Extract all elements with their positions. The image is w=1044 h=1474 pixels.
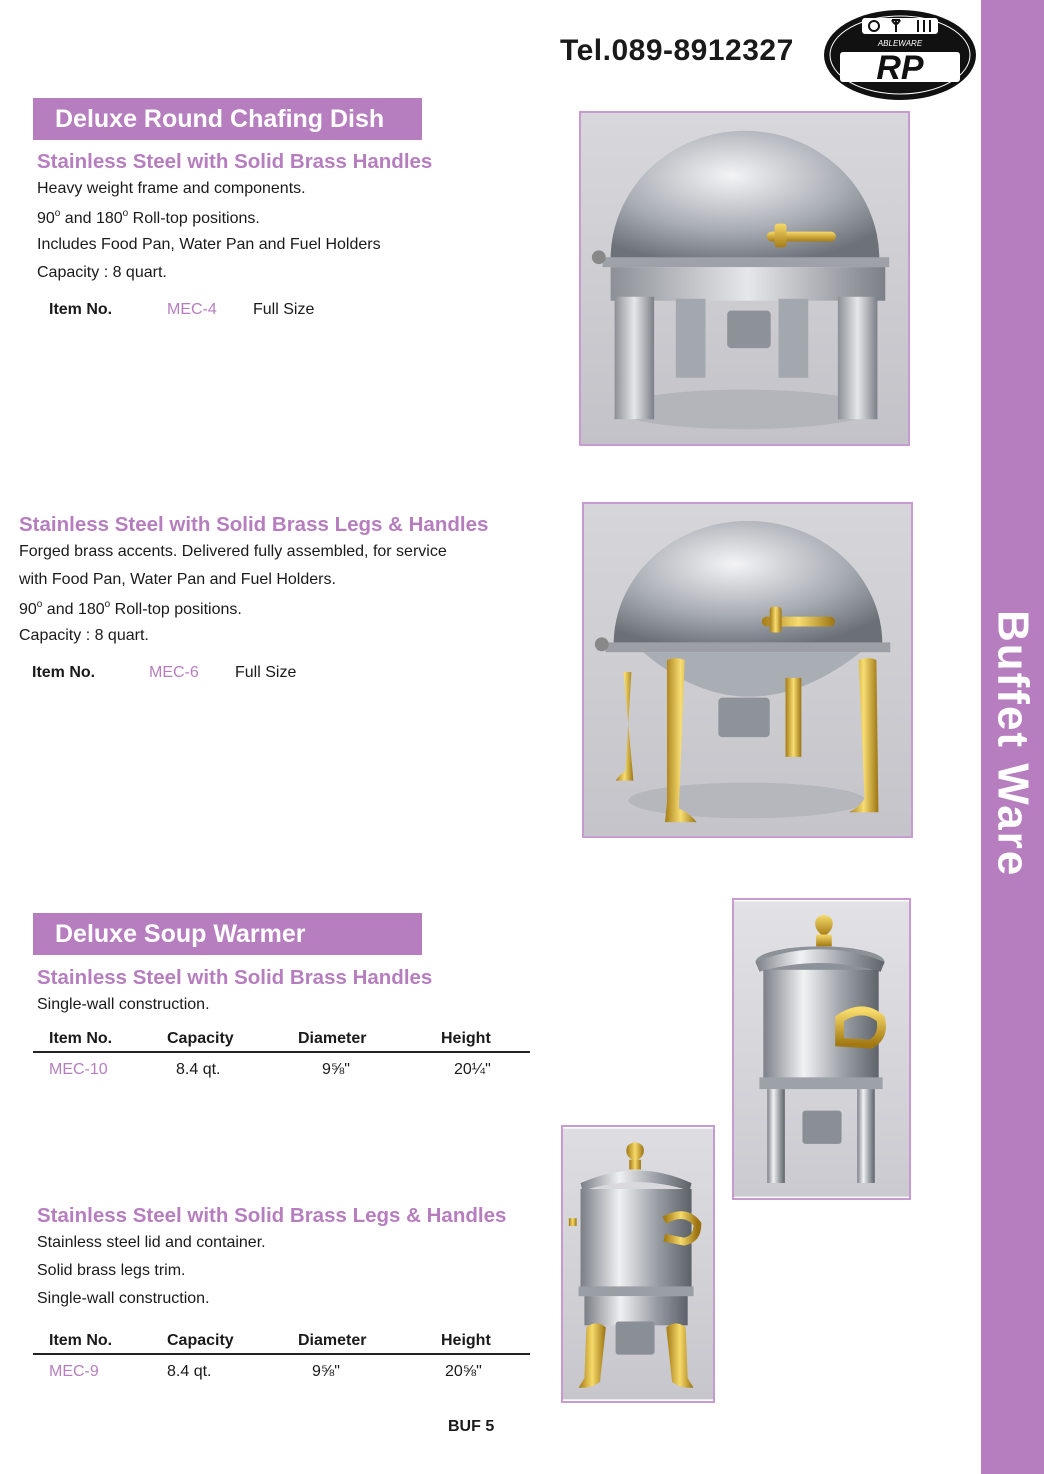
logo-subtext: ABLEWARE [877, 39, 923, 48]
table-header: Diameter [298, 1332, 367, 1349]
brand-logo [822, 8, 978, 102]
product-photo-mec-9 [561, 1125, 715, 1403]
item-label: Item No. [49, 301, 113, 318]
section-banner-chafing: Deluxe Round Chafing Dish [33, 98, 422, 140]
product-desc-line: Capacity : 8 quart. [19, 627, 149, 644]
section-banner-soup: Deluxe Soup Warmer [33, 913, 422, 955]
logo-text: RP [876, 49, 924, 87]
product-desc-line: Single-wall construction. [37, 1290, 210, 1307]
product-photo-mec-6 [582, 502, 913, 838]
table-header: Capacity [167, 1332, 234, 1349]
product-photo-mec-10 [732, 898, 911, 1200]
product-desc-line: Solid brass legs trim. [37, 1262, 186, 1279]
product-rolltop-line: 90$^o$ and 180$^o$ Roll-top positions. [37, 208, 260, 227]
table-header: Item No. [49, 1332, 113, 1349]
product-desc-line: Single-wall construction. [37, 996, 210, 1013]
product-subtitle: Stainless Steel with Solid Brass Handles [37, 150, 433, 173]
product-desc-line: with Food Pan, Water Pan and Fuel Holders. [19, 571, 336, 588]
table-cell-diameter: 9⅝" [322, 1061, 350, 1078]
table-rule [33, 1353, 530, 1355]
table-cell-item: MEC-10 [49, 1061, 108, 1078]
item-label: Item No. [32, 664, 96, 681]
product-rolltop-line: 90$^o$ and 180$^o$ Roll-top positions. [19, 599, 242, 618]
product-photo-mec-4 [579, 111, 910, 446]
table-cell-diameter: 9⅝" [312, 1363, 340, 1380]
product-desc-line: Stainless steel lid and container. [37, 1234, 266, 1251]
item-size: Full Size [253, 301, 315, 318]
product-desc-line: Heavy weight frame and components. [37, 180, 306, 197]
phone-number: Tel.089-8912327 [560, 34, 794, 67]
table-header: Diameter [298, 1030, 367, 1047]
product-subtitle: Stainless Steel with Solid Brass Legs & Handles [37, 1204, 507, 1227]
table-cell-capacity: 8.4 qt. [176, 1061, 221, 1078]
table-header: Item No. [49, 1030, 113, 1047]
item-code: MEC-4 [167, 301, 217, 318]
sidebar-title: Buffet Ware [988, 610, 1038, 878]
table-header: Capacity [167, 1030, 234, 1047]
table-rule [33, 1051, 530, 1053]
product-desc-line: Capacity : 8 quart. [37, 264, 167, 281]
product-desc-line: Forged brass accents. Delivered fully assembled, for service [19, 543, 447, 560]
page-number: BUF 5 [448, 1418, 495, 1435]
table-cell-capacity: 8.4 qt. [167, 1363, 212, 1380]
product-desc-line: Includes Food Pan, Water Pan and Fuel Holders [37, 236, 381, 253]
product-subtitle: Stainless Steel with Solid Brass Handles [37, 966, 433, 989]
product-subtitle: Stainless Steel with Solid Brass Legs & Handles [19, 513, 489, 536]
item-size: Full Size [235, 664, 297, 681]
table-cell-item: MEC-9 [49, 1363, 99, 1380]
item-code: MEC-6 [149, 664, 199, 681]
sidebar [981, 0, 1044, 1474]
table-cell-height: 20¼" [454, 1061, 491, 1078]
table-header: Height [441, 1332, 491, 1349]
table-cell-height: 20⅝" [445, 1363, 482, 1380]
table-header: Height [441, 1030, 491, 1047]
